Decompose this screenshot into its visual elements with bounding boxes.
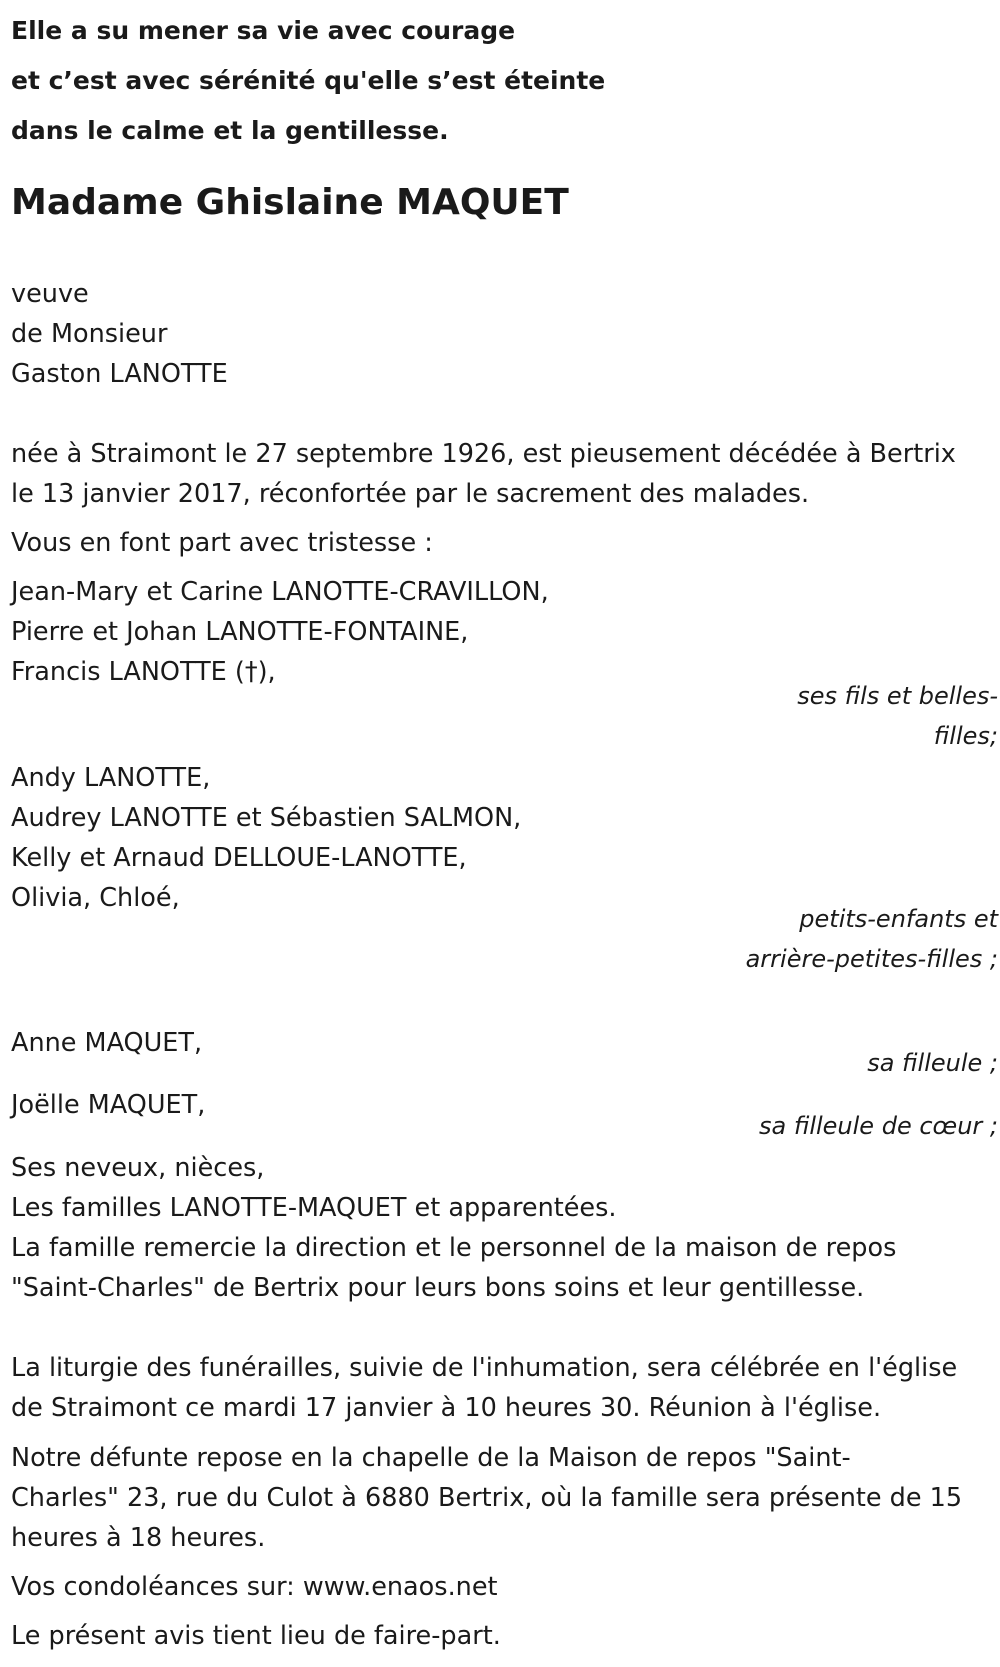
epitaph-quote	[11, 6, 971, 156]
birth-death-line: née à Straimont le 27 septembre 1926, est pieusement décédée à Bertrix	[11, 439, 956, 469]
repose-line: heures à 18 heures.	[11, 1523, 266, 1553]
birth-death-line: le 13 janvier 2017, réconfortée par le sacrement des malades.	[11, 479, 810, 509]
family-role: ses fils et belles-filles;	[797, 682, 998, 750]
family-member: Jean-Mary et Carine LANOTTE-CRAVILLON,	[11, 577, 549, 607]
closing-line: Le présent avis tient lieu de faire-part.	[11, 1621, 501, 1651]
quote-line: dans le calme et la gentillesse.	[11, 116, 449, 145]
family-member: Olivia, Chloé,	[11, 883, 180, 913]
family-role: sa filleule ;	[867, 1049, 998, 1077]
condolences-line: Vos condoléances sur: www.enaos.net	[11, 1572, 498, 1602]
quote-line: Elle a su mener sa vie avec courage	[11, 16, 516, 45]
spouse-line: Gaston LANOTTE	[11, 359, 228, 389]
family-member: Pierre et Johan LANOTTE-FONTAINE,	[11, 617, 469, 647]
other-family-line: Les familles LANOTTE-MAQUET et apparentées.	[11, 1193, 617, 1223]
family-member: Audrey LANOTTE et Sébastien SALMON,	[11, 803, 522, 833]
spouse-line: de Monsieur	[11, 319, 168, 349]
repose-line: Notre défunte repose en la chapelle de la Maison de repos "Saint-	[11, 1443, 851, 1473]
other-family-line: Ses neveux, nièces,	[11, 1153, 265, 1183]
thanks-line: "Saint-Charles" de Bertrix pour leurs bons soins et leur gentillesse.	[11, 1273, 865, 1303]
family-member: Francis LANOTTE (†),	[11, 657, 276, 687]
repose-line: Charles" 23, rue du Culot à 6880 Bertrix, où la famille sera présente de 15	[11, 1483, 963, 1513]
deceased-name: Madame Ghislaine MAQUET	[11, 182, 569, 223]
family-role: sa filleule de cœur ;	[758, 1112, 998, 1140]
family-member: Andy LANOTTE,	[11, 763, 211, 793]
funeral-line: de Straimont ce mardi 17 janvier à 10 heures 30. Réunion à l'église.	[11, 1393, 882, 1423]
funeral-line: La liturgie des funérailles, suivie de l'inhumation, sera célébrée en l'église	[11, 1353, 958, 1383]
family-member: Joëlle MAQUET,	[11, 1090, 206, 1120]
announcement-line: Vous en font part avec tristesse :	[11, 528, 433, 558]
family-member: Anne MAQUET,	[11, 1028, 203, 1058]
thanks-line: La famille remercie la direction et le personnel de la maison de repos	[11, 1233, 897, 1263]
quote-line: et c’est avec sérénité qu'elle s’est éteinte	[11, 66, 606, 95]
family-role: petits-enfants et arrière-petites-filles ;	[745, 905, 998, 973]
family-member: Kelly et Arnaud DELLOUE-LANOTTE,	[11, 843, 467, 873]
spouse-line: veuve	[11, 279, 89, 309]
